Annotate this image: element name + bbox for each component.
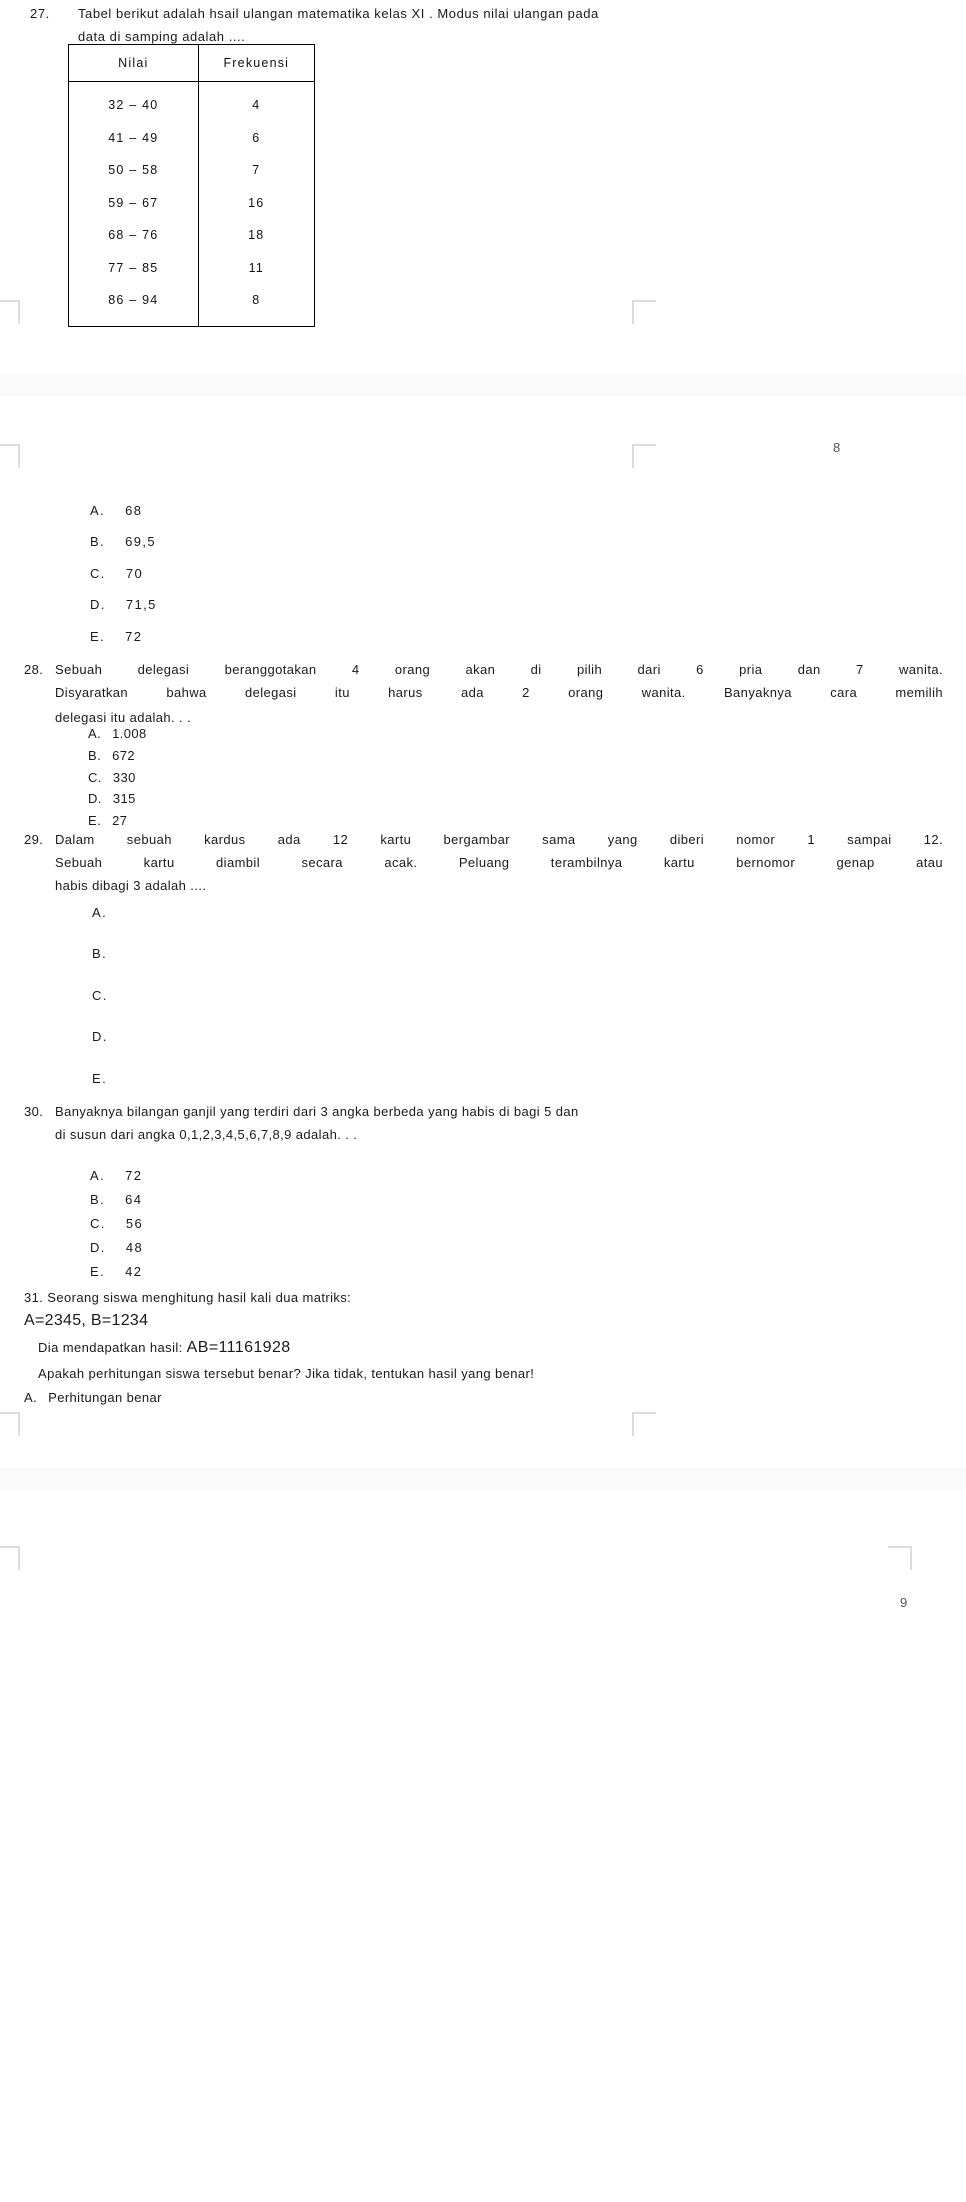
option-letter: A. <box>90 503 106 518</box>
option-value: 68 <box>125 503 143 518</box>
option-letter: D. <box>90 1240 106 1255</box>
question-27-option-c <box>90 566 143 581</box>
option-letter: A. <box>88 726 102 741</box>
cell-frekuensi: 18 <box>248 228 265 243</box>
question-29-option-d <box>92 1029 123 1044</box>
cell-frekuensi: 11 <box>248 260 265 275</box>
cell-frekuensi: 8 <box>252 293 261 308</box>
option-letter: D. <box>88 791 102 806</box>
cell-nilai: 50 – 58 <box>69 154 199 187</box>
question-28-line-1: Sebuah delegasi beranggotakan 4 orang akan di pilih dari 6 pria dan 7 wanita. <box>55 662 943 677</box>
question-30-line-1: Banyaknya bilangan ganjil yang terdiri dari 3 angka berbeda yang habis di bagi 5 dan <box>55 1104 579 1119</box>
table-row <box>69 284 315 326</box>
column-header-frekuensi: Frekuensi <box>198 45 314 82</box>
question-30-line-2: di susun dari angka 0,1,2,3,4,5,6,7,8,9 adalah. . . <box>55 1127 358 1142</box>
question-30-option-c <box>90 1216 143 1231</box>
question-27-option-a <box>90 503 142 518</box>
option-letter: D. <box>90 597 106 612</box>
option-value: 672 <box>112 748 136 763</box>
option-letter: A. <box>24 1390 38 1405</box>
question-28-line-2: Disyaratkan bahwa delegasi itu harus ada 2 orang wanita. Banyaknya cara memilih <box>55 685 943 700</box>
option-letter: D. <box>92 1029 108 1044</box>
cell-frekuensi: 4 <box>252 98 261 113</box>
question-30-option-b <box>90 1192 142 1207</box>
margin-page-marker: 8 <box>833 440 841 455</box>
cell-nilai: 41 – 49 <box>69 122 199 155</box>
cell-nilai: 86 – 94 <box>69 284 199 326</box>
option-value: 72 <box>125 629 143 644</box>
question-28-option-d <box>88 791 136 806</box>
page-number: 9 <box>900 1595 908 1610</box>
question-29-number: 29. <box>24 832 44 847</box>
option-letter: C. <box>90 1216 106 1231</box>
question-30-option-e <box>90 1264 142 1279</box>
question-31-line-1: 31. Seorang siswa menghitung hasil kali dua matriks: <box>24 1290 352 1305</box>
question-31-matrices: A=2345, B=1234 <box>24 1312 149 1329</box>
crop-mark-bottom-right <box>632 1412 656 1436</box>
option-value: 27 <box>112 813 128 828</box>
question-31-result <box>38 1339 291 1357</box>
option-letter: E. <box>92 1071 108 1086</box>
question-28-option-c <box>88 770 136 785</box>
question-30-number: 30. <box>24 1104 44 1119</box>
question-28-number: 28. <box>24 662 44 677</box>
option-letter: E. <box>88 813 102 828</box>
option-value: 1.008 <box>112 726 147 741</box>
scan-band-upper <box>0 374 966 396</box>
option-value: 330 <box>112 770 136 785</box>
option-value: 42 <box>125 1264 143 1279</box>
option-value: 64 <box>125 1192 143 1207</box>
table-row <box>69 219 315 252</box>
question-31-prompt: Apakah perhitungan siswa tersebut benar? Jika tidak, tentukan hasil yang benar! <box>38 1366 535 1381</box>
question-27-line-2: data di samping adalah .... <box>78 29 246 44</box>
cell-nilai: 68 – 76 <box>69 219 199 252</box>
option-value: 70 <box>125 566 144 581</box>
table-row <box>69 252 315 285</box>
option-letter: B. <box>88 748 102 763</box>
question-30-option-a <box>90 1168 142 1183</box>
cell-frekuensi: 16 <box>248 195 265 210</box>
table-header-row <box>69 45 315 82</box>
option-value: Perhitungan benar <box>48 1390 162 1405</box>
question-31-result-value: AB=11161928 <box>186 1339 291 1356</box>
cell-frekuensi: 6 <box>252 130 261 145</box>
question-27-option-d <box>90 597 157 612</box>
cell-frekuensi: 7 <box>252 163 261 178</box>
question-30-option-d <box>90 1240 143 1255</box>
table-row <box>69 122 315 155</box>
crop-mark-footer-left <box>0 1546 20 1570</box>
crop-mark-footer-right <box>888 1546 912 1570</box>
crop-mark-bottom-left <box>0 1412 20 1436</box>
question-27-number: 27. <box>30 6 50 21</box>
option-letter: A. <box>90 1168 106 1183</box>
option-value: 71,5 <box>125 597 157 612</box>
question-31-option-a <box>24 1390 162 1405</box>
question-29-option-e <box>92 1071 122 1086</box>
option-value: 48 <box>125 1240 144 1255</box>
option-letter: B. <box>90 1192 106 1207</box>
option-letter: E. <box>90 629 106 644</box>
question-28-option-e <box>88 813 127 828</box>
question-28-line-3: delegasi itu adalah. . . <box>55 710 192 725</box>
crop-mark-mid-right <box>632 444 656 468</box>
question-27-option-e <box>90 629 142 644</box>
scan-band-lower <box>0 1468 966 1490</box>
option-value: 72 <box>125 1168 143 1183</box>
question-29-line-2: Sebuah kartu diambil secara acak. Peluang terambilnya kartu bernomor genap atau <box>55 855 943 870</box>
question-27-option-b <box>90 534 156 549</box>
option-letter: B. <box>90 534 106 549</box>
question-27-text <box>78 6 938 44</box>
option-value: 315 <box>112 791 136 806</box>
question-29-option-c <box>92 988 123 1003</box>
question-29-option-a <box>92 905 122 920</box>
table-row <box>69 82 315 122</box>
option-letter: C. <box>92 988 108 1003</box>
table-row <box>69 187 315 220</box>
option-letter: B. <box>92 946 108 961</box>
question-29-line-3: habis dibagi 3 adalah .... <box>55 878 207 893</box>
option-value: 56 <box>125 1216 144 1231</box>
table-row <box>69 154 315 187</box>
question-29-line-1: Dalam sebuah kardus ada 12 kartu bergambar sama yang diberi nomor 1 sampai 12. <box>55 832 943 847</box>
crop-mark-mid-left <box>0 444 20 468</box>
question-28-option-b <box>88 748 135 763</box>
option-letter: E. <box>90 1264 106 1279</box>
column-header-nilai: Nilai <box>69 45 199 82</box>
question-29-option-b <box>92 946 122 961</box>
frequency-table <box>68 44 315 327</box>
crop-mark-top-right <box>632 300 656 324</box>
option-letter: C. <box>90 566 106 581</box>
cell-nilai: 32 – 40 <box>69 82 199 122</box>
option-letter: C. <box>88 770 102 785</box>
cell-nilai: 59 – 67 <box>69 187 199 220</box>
question-28-option-a <box>88 726 147 741</box>
option-value: 69,5 <box>125 534 157 549</box>
option-letter: A. <box>92 905 108 920</box>
question-31-result-label: Dia mendapatkan hasil: <box>38 1340 187 1355</box>
crop-mark-top-left <box>0 300 20 324</box>
question-27 <box>30 6 950 44</box>
question-27-line-1: Tabel berikut adalah hsail ulangan matematika kelas XI . Modus nilai ulangan pada <box>78 6 599 21</box>
cell-nilai: 77 – 85 <box>69 252 199 285</box>
